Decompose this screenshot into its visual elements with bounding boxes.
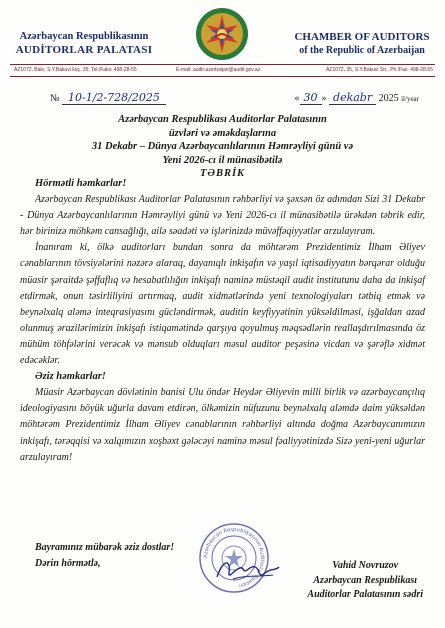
signatory-block — [307, 559, 423, 603]
letter-body — [20, 176, 425, 466]
header-rule-bottom — [10, 76, 435, 77]
closing — [35, 540, 174, 572]
paragraph-3: Müasir Azərbaycan dövlətinin banisi Ulu öndər Heydər Əliyevin milli birlik və azərbaycançılıq ideologiyasını böyük uğurla davam etdirən, ölkəmizin nüfuzunu beynəlxalq aləmdə daim yüksəldən möhtərəm Prezidentimiz İlham Əliyev cənablarının rəhbərliyi altında doğma Azərbaycanımızın inkişafı, tərəqqisi və xalqımızın xoşbəxt gələcəyi naminə məsul fəaliyyətinizdə Sizə yeni-yeni uğurlar arzulayıram! — [20, 387, 425, 463]
date-year: 2025 — [378, 93, 399, 104]
org-name-en-line2: of the Republic of Azerbaijan — [299, 45, 425, 56]
seal-text: Azərbaycan Respublikasının Auditorlar Palatası — [202, 526, 266, 589]
signatory-name: Vahid Novruzov — [332, 560, 399, 571]
reference-number — [50, 91, 166, 105]
contact-address-az: AZ1072, Bakı, S.Y.Bakuvi küç. 35, Tel./Faks: 498-28-55 — [14, 67, 137, 73]
contact-email: E-mail: audit-azerbaijan@audit.gov.az — [176, 67, 261, 73]
reference-number-value: 10-1/2-728/2025 — [68, 91, 160, 104]
number-sign: № — [50, 93, 60, 104]
date-year-suffix: il/year — [401, 95, 419, 103]
title-line-5: TƏBRİK — [199, 168, 246, 179]
closing-greeting: Bayramınız mübarək əziz dostlar! — [35, 542, 175, 553]
closing-regards: Dərin hörmətlə, — [35, 558, 101, 569]
org-name-az-line2: AUDİTORLAR PALATASI — [15, 44, 153, 56]
paragraph-1: Azərbaycan Respublikası Auditorlar Palatasının rəhbərliyi və şəxsən öz adımdan Sizi 31 Dekabr - Dünya Azərbaycanlılarının Həmrəyliyi günü və Yeni 2026-cı il münasibətilə ürəkdən təbrik edir, hər birinizə möhkəm cansağlığı, ailə səadəti və işlərinizdə müvəffəqiyyətlər arzulayıram. — [20, 194, 425, 238]
title-line-3: 31 Dekabr – Dünya Azərbaycanlılarının Həmrəyliyi günü və — [91, 141, 354, 152]
letter-title — [20, 113, 425, 181]
title-line-4: Yeni 2026-cı il münasibətilə — [162, 154, 283, 166]
letter-date: « 30 » dekabr 2025 il/year — [294, 91, 419, 104]
date-day: 30 — [303, 91, 318, 104]
header-rule-top — [10, 64, 435, 65]
contact-address-en: AZ1072, 35, S.Y.Bakuvi Str., Ph./Fax: 498-28-55 — [326, 67, 433, 73]
paragraph-2: İnanıram ki, ölkə auditorları bundan sonra da möhtərəm Prezidentimiz İlham Əliyev cənablarının tövsiyələrini nəzərə alaraq, dayanıqlı inkişafın və yaşıl iqtisadiyyatın bərqərar olduğu müasir şəraitdə şəffaflıq və hesabatlılığın inkişafı naminə müstəqil audit institutunu daha da inkişaf etdirmək, onun təsirliliyini artırmaq, audit xidmətlərində yeni texnologiyaları tətbiq etmək və beynəlxalq aləmə inteqrasiyasını gücləndirmək, auditin keyfiyyətinin yüksəldilməsi, işğaldan azad olunmuş ərazilərimizin inkişafı istiqamətində qarşıya qoyulmuş məqsədlərin reallaşdırılmasında öz mühüm töhfələrini verəcək və mənsub olduqları məsul auditor peşəsinə vicdan və şərəflə xidmət edəcəklər. — [20, 242, 425, 367]
title-line-1: Azərbaycan Respublikası Auditorlar Palatasının — [118, 114, 327, 125]
salutation-2: Əziz həmkarlar! — [35, 371, 106, 383]
salutation-1: Hörmətli həmkarlar! — [35, 178, 127, 189]
signature-icon — [213, 555, 283, 585]
org-name-en-line1: CHAMBER OF AUDITORS — [294, 31, 430, 43]
signatory-title-line1: Azərbaycan Respublikası — [313, 574, 418, 586]
title-line-2: üzvləri və əməkdaşlarına — [168, 127, 277, 139]
org-name-az-line1: Azərbaycan Respublikasının — [19, 31, 149, 42]
header-left — [14, 31, 154, 57]
signatory-title-line2: Auditorlar Palatasının sədri — [307, 589, 423, 600]
state-emblem-icon — [194, 6, 250, 62]
date-month: dekabr — [333, 91, 373, 104]
header-right — [287, 31, 437, 58]
